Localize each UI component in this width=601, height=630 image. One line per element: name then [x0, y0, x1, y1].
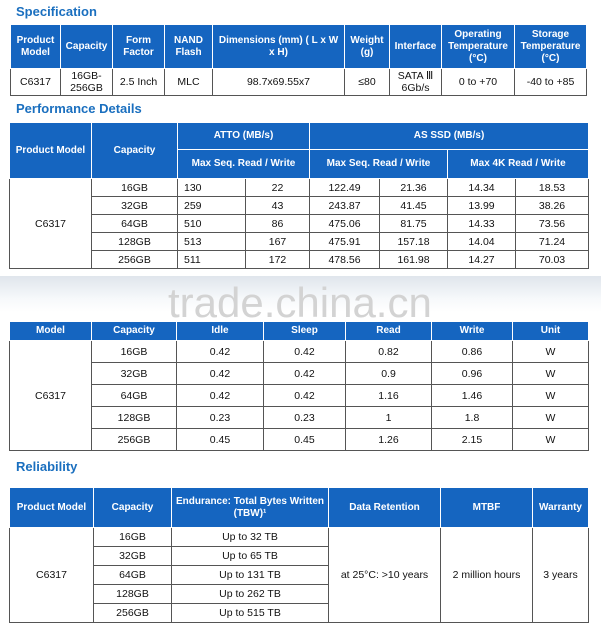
power-cell-unit: W: [513, 407, 589, 429]
spec-header-weight: Weight (g): [345, 25, 390, 69]
spec-header-operating-temp: Operating Temperature (°C): [442, 25, 515, 69]
perf-cell-capacity: 256GB: [92, 251, 178, 269]
perf-cell-atto-read: 511: [178, 251, 246, 269]
power-header-read: Read: [346, 322, 432, 341]
perf-row: [10, 233, 589, 251]
rel-header-model: Product Model: [10, 488, 94, 528]
rel-header-warranty: Warranty: [533, 488, 589, 528]
perf-cell-model: C6317: [10, 179, 92, 269]
rel-cell-capacity: 64GB: [94, 566, 172, 585]
performance-table: [9, 122, 589, 269]
power-cell-idle: 0.45: [177, 429, 264, 451]
rel-cell-endurance: Up to 262 TB: [172, 585, 329, 604]
power-header-idle: Idle: [177, 322, 264, 341]
power-cell-write: 0.86: [432, 341, 513, 363]
power-cell-idle: 0.42: [177, 385, 264, 407]
perf-cell-capacity: 128GB: [92, 233, 178, 251]
power-cell-write: 1.8: [432, 407, 513, 429]
power-cell-read: 1: [346, 407, 432, 429]
power-cell-sleep: 0.45: [264, 429, 346, 451]
power-cell-write: 2.15: [432, 429, 513, 451]
power-cell-capacity: 256GB: [92, 429, 177, 451]
reliability-table: [9, 487, 589, 623]
perf-cell-atto-write: 167: [246, 233, 310, 251]
rel-header-retention: Data Retention: [329, 488, 441, 528]
perf-header-atto-seq: Max Seq. Read / Write: [178, 150, 310, 179]
power-cell-read: 0.82: [346, 341, 432, 363]
perf-cell-atto-read: 513: [178, 233, 246, 251]
perf-cell-as-4k-write: 38.26: [516, 197, 589, 215]
spec-cell-operating-temp: 0 to +70: [442, 69, 515, 96]
power-cell-capacity: 128GB: [92, 407, 177, 429]
power-cell-capacity: 64GB: [92, 385, 177, 407]
watermark-text: trade.china.cn: [168, 279, 432, 326]
perf-cell-atto-write: 22: [246, 179, 310, 197]
rel-cell-capacity: 256GB: [94, 604, 172, 623]
rel-header-endurance: Endurance: Total Bytes Written (TBW)¹: [172, 488, 329, 528]
power-cell-model: C6317: [10, 341, 92, 451]
specification-title: Specification: [16, 4, 97, 19]
perf-cell-as-seq-read: 475.91: [310, 233, 380, 251]
perf-header-as-4k: Max 4K Read / Write: [448, 150, 589, 179]
power-row: [10, 341, 589, 363]
perf-cell-as-4k-read: 14.27: [448, 251, 516, 269]
perf-cell-as-seq-read: 243.87: [310, 197, 380, 215]
power-row: [10, 429, 589, 451]
perf-cell-as-4k-read: 14.04: [448, 233, 516, 251]
perf-cell-atto-read: 130: [178, 179, 246, 197]
power-header-write: Write: [432, 322, 513, 341]
power-cell-write: 1.46: [432, 385, 513, 407]
rel-cell-capacity: 128GB: [94, 585, 172, 604]
power-header-unit: Unit: [513, 322, 589, 341]
perf-header-atto: ATTO (MB/s): [178, 123, 310, 150]
power-cell-unit: W: [513, 363, 589, 385]
spec-header-storage-temp: Storage Temperature (°C): [515, 25, 587, 69]
perf-header-model: Product Model: [10, 123, 92, 179]
power-cell-write: 0.96: [432, 363, 513, 385]
perf-header-capacity: Capacity: [92, 123, 178, 179]
specification-table: [10, 24, 587, 96]
perf-cell-atto-read: 510: [178, 215, 246, 233]
rel-cell-model: C6317: [10, 528, 94, 623]
spec-cell-storage-temp: -40 to +85: [515, 69, 587, 96]
spec-cell-model: C6317: [11, 69, 61, 96]
rel-row: [10, 528, 589, 547]
spec-data-row: [11, 69, 587, 96]
reliability-title: Reliability: [16, 459, 78, 474]
perf-cell-as-seq-write: 157.18: [380, 233, 448, 251]
power-cell-read: 1.16: [346, 385, 432, 407]
rel-cell-endurance: Up to 65 TB: [172, 547, 329, 566]
perf-cell-as-seq-write: 41.45: [380, 197, 448, 215]
perf-header-as-seq: Max Seq. Read / Write: [310, 150, 448, 179]
perf-cell-as-seq-write: 81.75: [380, 215, 448, 233]
perf-cell-as-seq-read: 475.06: [310, 215, 380, 233]
perf-cell-as-4k-read: 14.34: [448, 179, 516, 197]
power-cell-unit: W: [513, 429, 589, 451]
power-cell-sleep: 0.42: [264, 385, 346, 407]
perf-row: [10, 197, 589, 215]
power-row: [10, 407, 589, 429]
spec-header-nand: NAND Flash: [165, 25, 213, 69]
perf-cell-as-4k-write: 71.24: [516, 233, 589, 251]
perf-cell-as-4k-write: 73.56: [516, 215, 589, 233]
rel-cell-endurance: Up to 131 TB: [172, 566, 329, 585]
rel-cell-capacity: 16GB: [94, 528, 172, 547]
rel-cell-endurance: Up to 515 TB: [172, 604, 329, 623]
rel-cell-retention: at 25°C: >10 years: [329, 528, 441, 623]
perf-cell-atto-write: 86: [246, 215, 310, 233]
rel-cell-warranty: 3 years: [533, 528, 589, 623]
perf-row: [10, 251, 589, 269]
power-row: [10, 363, 589, 385]
perf-cell-as-seq-read: 478.56: [310, 251, 380, 269]
spec-header-form-factor: Form Factor: [113, 25, 165, 69]
rel-header-capacity: Capacity: [94, 488, 172, 528]
rel-header-row: [10, 488, 589, 528]
power-cell-sleep: 0.23: [264, 407, 346, 429]
power-header-sleep: Sleep: [264, 322, 346, 341]
spec-cell-weight: ≤80: [345, 69, 390, 96]
rel-cell-mtbf: 2 million hours: [441, 528, 533, 623]
perf-header-row-1: [10, 123, 589, 150]
power-cell-unit: W: [513, 385, 589, 407]
power-cell-capacity: 32GB: [92, 363, 177, 385]
perf-cell-as-4k-write: 70.03: [516, 251, 589, 269]
power-cell-capacity: 16GB: [92, 341, 177, 363]
spec-header-model: Product Model: [11, 25, 61, 69]
rel-cell-endurance: Up to 32 TB: [172, 528, 329, 547]
spec-cell-form-factor: 2.5 Inch: [113, 69, 165, 96]
power-header-capacity: Capacity: [92, 322, 177, 341]
spec-cell-capacity: 16GB-256GB: [61, 69, 113, 96]
spec-header-dimensions: Dimensions (mm) ( L x W x H): [213, 25, 345, 69]
perf-cell-atto-write: 43: [246, 197, 310, 215]
power-cell-unit: W: [513, 341, 589, 363]
perf-cell-atto-write: 172: [246, 251, 310, 269]
rel-header-mtbf: MTBF: [441, 488, 533, 528]
spec-header-interface: Interface: [390, 25, 442, 69]
spec-cell-dimensions: 98.7x69.55x7: [213, 69, 345, 96]
perf-row: [10, 179, 589, 197]
perf-cell-capacity: 16GB: [92, 179, 178, 197]
spec-header-capacity: Capacity: [61, 25, 113, 69]
perf-row: [10, 215, 589, 233]
spec-cell-nand: MLC: [165, 69, 213, 96]
perf-cell-atto-read: 259: [178, 197, 246, 215]
power-cell-idle: 0.23: [177, 407, 264, 429]
power-row: [10, 385, 589, 407]
perf-header-as-ssd: AS SSD (MB/s): [310, 123, 589, 150]
power-table: [9, 321, 589, 451]
spec-header-row: [11, 25, 587, 69]
power-cell-idle: 0.42: [177, 363, 264, 385]
perf-cell-as-4k-read: 13.99: [448, 197, 516, 215]
perf-cell-as-4k-read: 14.33: [448, 215, 516, 233]
power-cell-read: 0.9: [346, 363, 432, 385]
perf-cell-as-seq-write: 161.98: [380, 251, 448, 269]
power-header-model: Model: [10, 322, 92, 341]
perf-cell-capacity: 32GB: [92, 197, 178, 215]
rel-cell-capacity: 32GB: [94, 547, 172, 566]
performance-title: Performance Details: [16, 101, 142, 116]
power-cell-read: 1.26: [346, 429, 432, 451]
perf-cell-capacity: 64GB: [92, 215, 178, 233]
power-cell-sleep: 0.42: [264, 363, 346, 385]
perf-cell-as-seq-write: 21.36: [380, 179, 448, 197]
perf-cell-as-4k-write: 18.53: [516, 179, 589, 197]
spec-cell-interface: SATA Ⅲ 6Gb/s: [390, 69, 442, 96]
power-cell-sleep: 0.42: [264, 341, 346, 363]
perf-cell-as-seq-read: 122.49: [310, 179, 380, 197]
power-cell-idle: 0.42: [177, 341, 264, 363]
